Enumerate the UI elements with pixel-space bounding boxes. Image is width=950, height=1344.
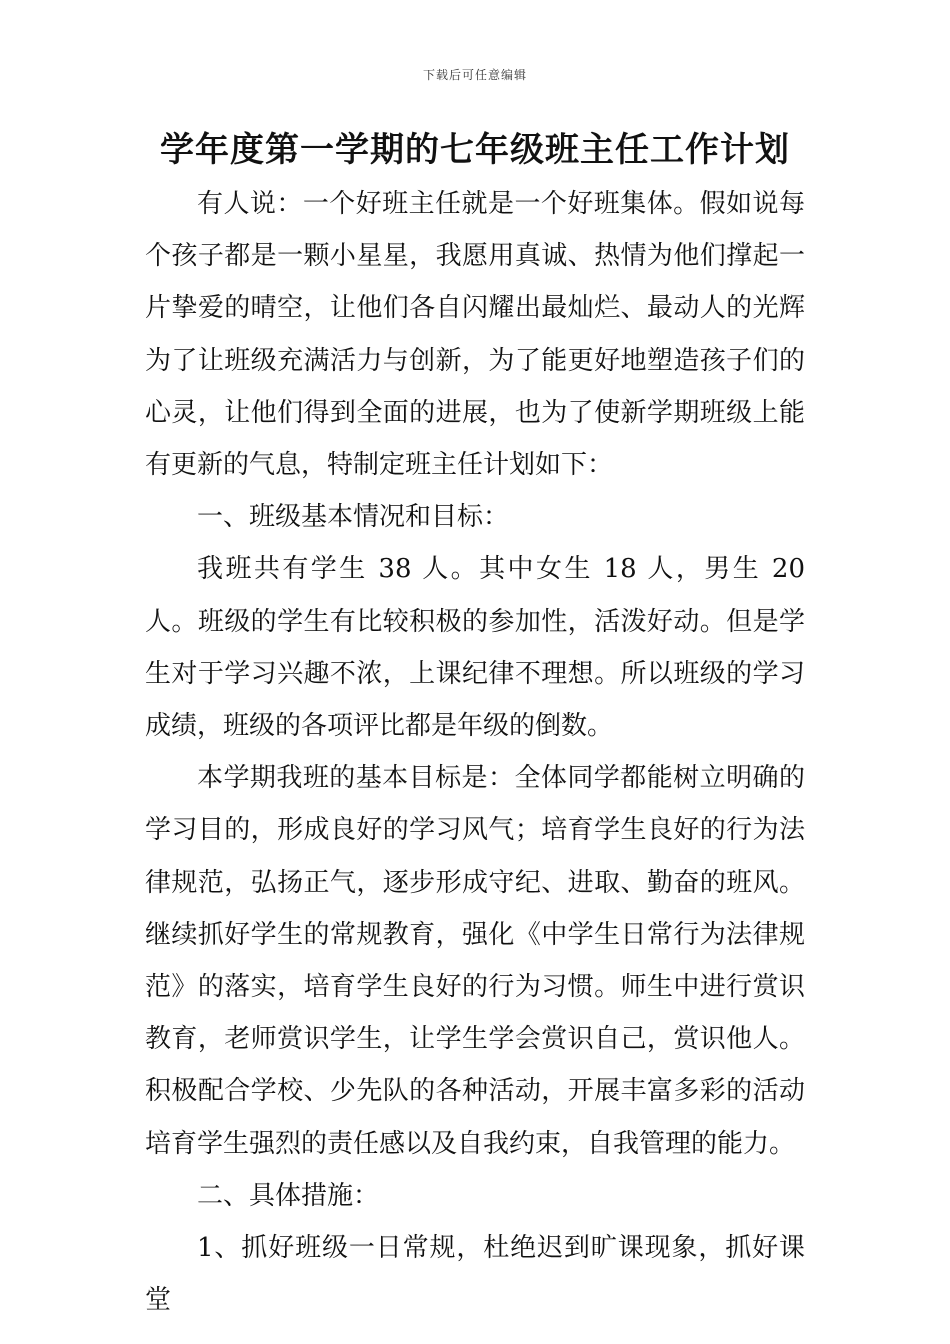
paragraph-goals: 本学期我班的基本目标是：全体同学都能树立明确的学习目的，形成良好的学习风气；培育学生良好的行为法律规范，弘扬正气，逐步形成守纪、进取、勤奋的班风。继续抓好学生的常规教育，强化《中学生日常行为法律规范》的落实，培育学生良好的行为习惯。师生中进行赏识教育，老师赏识学生，让学生学会赏识自己，赏识他人。积极配合学校、少先队的各种活动，开展丰富多彩的活动培育学生强烈的责任感以及自我约束，自我管理的能力。 — [145, 763, 805, 1159]
document-body — [145, 178, 805, 1326]
header-note: 下载后可任意编辑 — [422, 68, 527, 82]
paragraph-intro: 有人说：一个好班主任就是一个好班集体。假如说每个孩子都是一颗小星星，我愿用真诚、热情为他们撑起一片挚爱的晴空，让他们各自闪耀出最灿烂、最动人的光辉为了让班级充满活力与创新，为了能更好地塑造孩子们的心灵，让他们得到全面的进展，也为了使新学期班级上能有更新的气息，特制定班主任计划如下： — [145, 189, 805, 481]
paragraph-class-info: 我班共有学生 38 人。其中女生 18 人，男生 20 人。班级的学生有比较积极的参加性，活泼好动。但是学生对于学习兴趣不浓，上课纪律不理想。所以班级的学习成绩，班级的各项评比都是年级的倒数。 — [145, 554, 805, 742]
document-title: 学年度第一学期的七年级班主任工作计划 — [160, 130, 790, 170]
section-heading-2: 二、具体措施： — [197, 1180, 380, 1211]
section-heading-1: 一、班级基本情况和目标： — [197, 502, 510, 533]
paragraph-measure-1: 1、抓好班级一日常规，杜绝迟到旷课现象，抓好课堂 — [145, 1233, 805, 1316]
